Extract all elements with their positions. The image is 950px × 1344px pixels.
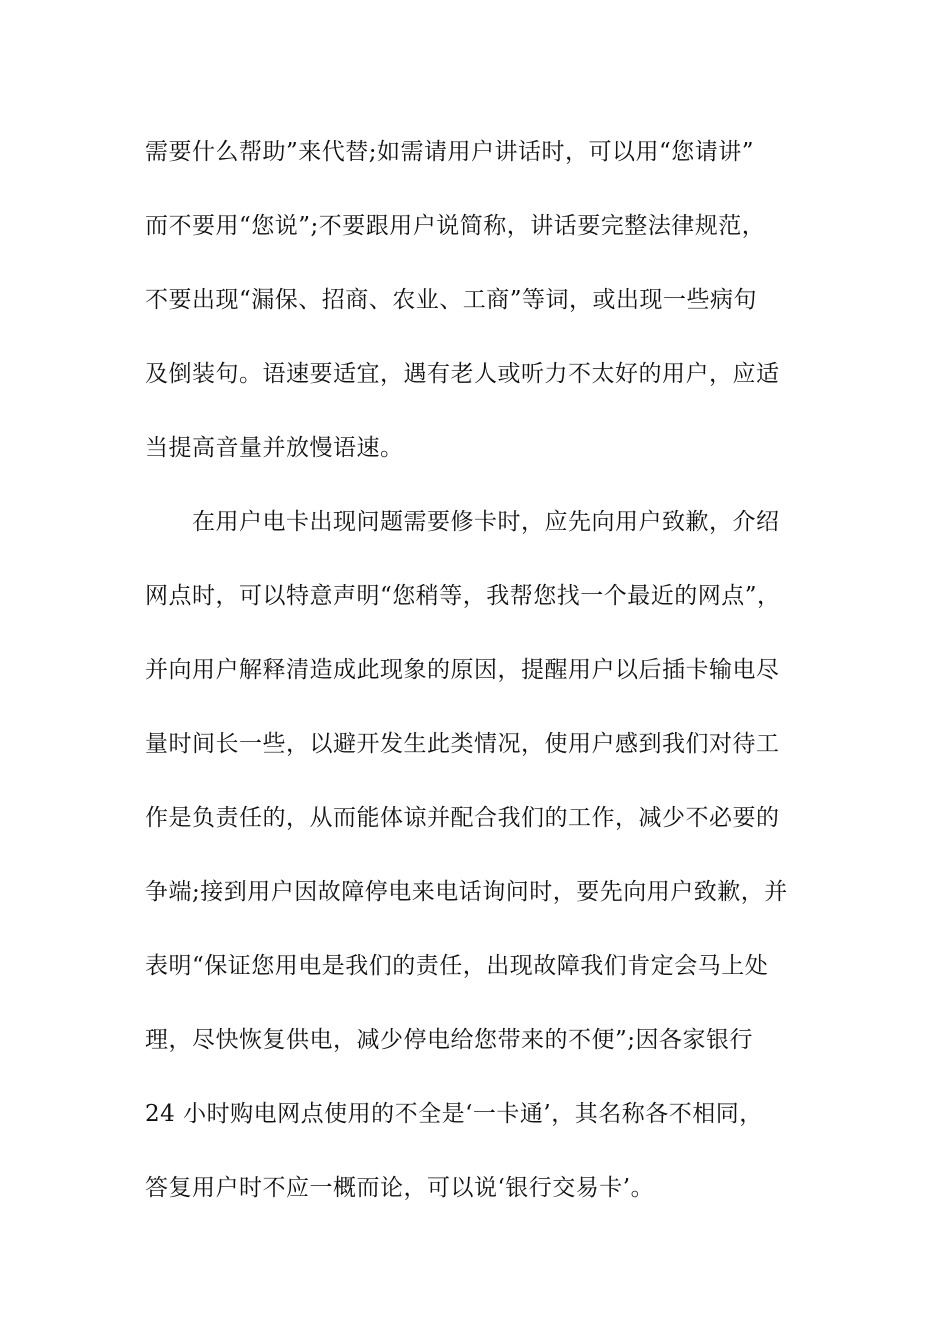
text-line-3: 不要出现“漏保、招商、农业、工商”等词，或出现一些病句 (145, 287, 758, 313)
text-line-7: 网点时，可以特意声明“您稍等，我帮您找一个最近的网点”， (145, 583, 781, 609)
text-line-15: 答复用户时不应一概而论，可以说‘银行交易卡’。 (145, 1175, 655, 1201)
text-line-4: 及倒装句。语速要适宜，遇有老人或听力不太好的用户，应适 (145, 361, 780, 387)
text-line-12: 表明“保证您用电是我们的责任，出现故障我们肯定会马上处 (145, 953, 769, 979)
text-line-5: 当提高音量并放慢语速。 (145, 435, 404, 461)
text-line-11: 争端;接到用户因故障停电来电话询问时，要先向用户致歉，并 (145, 879, 788, 905)
text-line-14: 24 小时购电网点使用的不全是‘一卡通’，其名称各不相同， (145, 1101, 763, 1127)
text-line-13: 理，尽快恢复供电，减少停电给您带来的不便”;因各家银行 (145, 1027, 754, 1053)
text-line-6-paragraph-start: 在用户电卡出现问题需要修卡时，应先向用户致歉，介绍 (192, 509, 780, 535)
text-line-8: 并向用户解释清造成此现象的原因，提醒用户以后插卡输电尽 (145, 657, 780, 683)
text-line-1: 需要什么帮助”来代替;如需请用户讲话时，可以用“您请讲” (145, 139, 755, 165)
text-line-10: 作是负责任的，从而能体谅并配合我们的工作，减少不必要的 (145, 805, 780, 831)
text-line-2: 而不要用“您说”;不要跟用户说简称，讲话要完整法律规范， (145, 213, 766, 239)
text-line-9: 量时间长一些，以避开发生此类情况，使用户感到我们对待工 (145, 731, 780, 757)
